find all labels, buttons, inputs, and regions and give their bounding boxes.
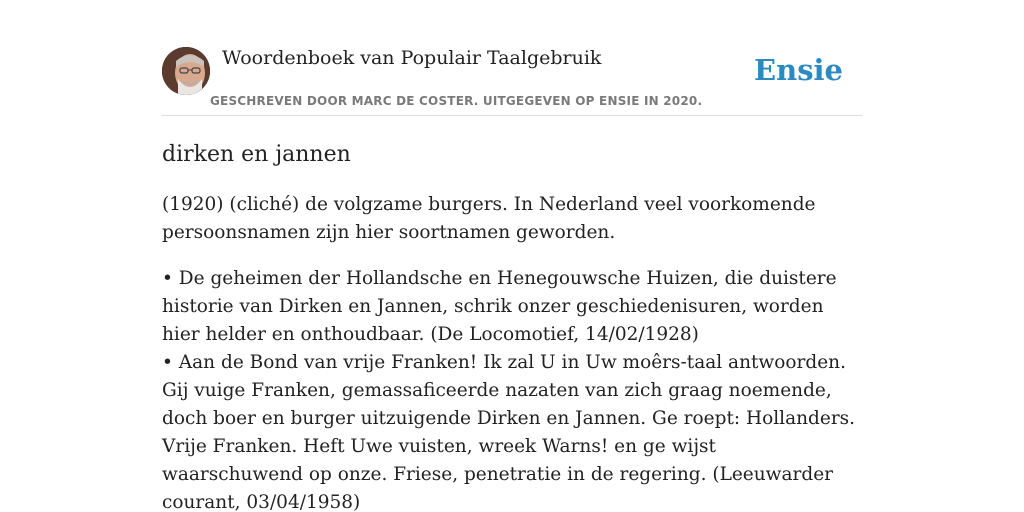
author-avatar-image [162,47,210,95]
byline: GESCHREVEN DOOR MARC DE COSTER. UITGEGEVEN OP ENSIE IN 2020. [210,94,703,108]
entry-quotes [162,265,862,512]
entry-container [162,45,862,512]
entry-term: dirken en jannen [162,142,351,167]
author-avatar[interactable] [162,47,210,95]
header [162,45,862,116]
quote-item: • De geheimen der Hollandsche en Henegouwsche Huizen, die duistere historie van Dirken en Jannen, schrik onzer geschiedenisuren, worden hier helder en onthoudbaar. (De Locomotief, 14/02/1928) [162,268,837,345]
book-title[interactable]: Woordenboek van Populair Taalgebruik [222,47,602,69]
ensie-logo[interactable]: Ensie [754,53,843,87]
entry-definition: (1920) (cliché) de volgzame burgers. In Nederland veel voorkomende persoonsnamen zijn hier soortnamen geworden. [162,194,816,243]
quote-item: • Aan de Bond van vrije Franken! Ik zal U in Uw moêrs-taal antwoorden. Gij vuige Franken, gemassaficeerde nazaten van zich graag noemende, doch boer en burger uitzuigende Dirken en Jannen. Ge roept: Hollanders. Vrije Franken. Heft Uwe vuisten, wreek Warns! en ge wijst waarschuwend op onze. Friese, penetratie in de regering. (Leeuwarder courant, 03/04/1958) [162,352,856,512]
